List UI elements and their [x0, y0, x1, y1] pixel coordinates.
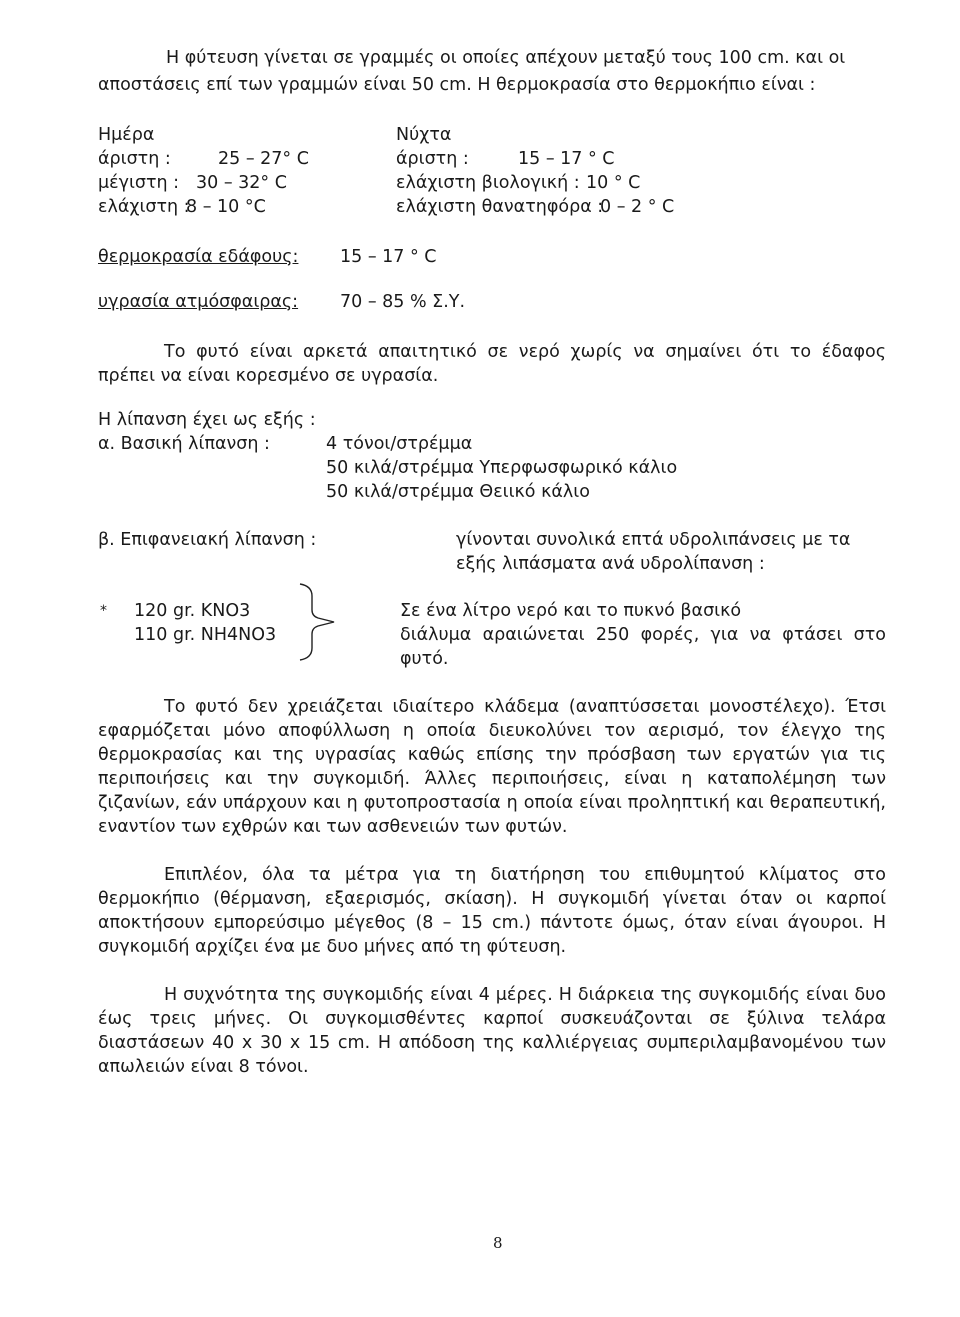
day-max-value: 30 – 32° C	[196, 173, 287, 193]
humidity-label: υγρασία ατμόσφαιρας:	[98, 292, 299, 312]
night-optimal-label: άριστη :	[396, 149, 469, 169]
page-number: 8	[493, 1234, 503, 1252]
night-lethal-label: ελάχιστη θανατηφόρα :	[396, 197, 604, 217]
day-heading: Ημέρα	[98, 125, 155, 145]
mix-note-line-1: Σε ένα λίτρο νερό και το πυκνό βασικό	[400, 601, 742, 621]
day-max-label: μέγιστη :	[98, 173, 180, 193]
fertilization-intro: Η λίπανση έχει ως εξής :	[98, 410, 316, 430]
bullet-star: *	[100, 603, 107, 619]
night-bio-min-label: ελάχιστη βιολογική :	[396, 173, 580, 193]
soil-temp-label: θερμοκρασία εδάφους:	[98, 247, 299, 267]
mix-item-nh4no3: 110 gr. NH4NO3	[134, 625, 277, 645]
surface-fertilization-label: β. Επιφανειακή λίπανση :	[98, 530, 317, 550]
soil-temp-value: 15 – 17 ° C	[340, 247, 437, 267]
pruning-paragraph: Το φυτό δεν χρειάζεται ιδιαίτερο κλάδεμα (αναπτύσσεται μονοστέλεχο). Έτσι εφαρμόζεται μόνο αποφύλλωση η οποία διευκολύνει τον αερισμό, τον έλεγχο της θερμοκρασίας και της υγρασίας καθώς επίσης την πρόσβαση των εργατών για τις περιποιήσεις και την συγκομιδή. Άλλες περιποιήσεις, είναι η καταπολέμηση των ζιζανίων, εάν υπάρχουν και η φυτοπροστασία η οποία είναι προληπτική και θεραπευτική, εναντίον των εχθρών και των ασθενειών των φυτών.	[98, 697, 886, 837]
curly-brace-icon	[294, 582, 338, 662]
harvest-paragraph: Η συχνότητα της συγκομιδής είναι 4 μέρες. Η διάρκεια της συγκομιδής είναι δυο έως τρεις μήνες. Οι συγκομισθέντες καρποί συσκευάζονται σε ξύλινα τελάρα διαστάσεων 40 x 30 x 15 cm. Η απόδοση της καλλιέργειας συμπεριλαμβανομένου των απωλειών είναι 8 τόνοι.	[98, 985, 886, 1077]
night-bio-min-value: 10 ° C	[586, 173, 641, 193]
day-optimal-label: άριστη :	[98, 149, 171, 169]
intro-line-2: αποστάσεις επί των γραμμών είναι 50 cm. Η θερμοκρασία στο θερμοκήπιο είναι :	[98, 75, 816, 95]
intro-line-1: Η φύτευση γίνεται σε γραμμές οι οποίες απέχουν μεταξύ τους 100 cm. και οι	[166, 48, 846, 68]
mix-item-kno3: 120 gr. KNO3	[134, 601, 251, 621]
day-optimal-value: 25 – 27° C	[218, 149, 309, 169]
surface-desc-line-1: γίνονται συνολικά επτά υδρολιπάνσεις με τα	[456, 530, 851, 550]
night-lethal-value: 0 – 2 ° C	[600, 197, 675, 217]
basic-item-2: 50 κιλά/στρέμμα Υπερφωσφωρικό κάλιο	[326, 458, 678, 478]
night-heading: Νύχτα	[396, 125, 452, 145]
surface-desc-line-2: εξής λιπάσματα ανά υδρολίπανση :	[456, 554, 765, 574]
basic-item-1: 4 τόνοι/στρέμμα	[326, 434, 473, 454]
day-min-value: 8 – 10 °C	[186, 197, 266, 217]
day-min-label: ελάχιστη :	[98, 197, 190, 217]
water-paragraph: Το φυτό είναι αρκετά απαιτητικό σε νερό χωρίς να σημαίνει ότι το έδαφος πρέπει να είναι κορεσμένο σε υγρασία.	[98, 342, 886, 386]
mix-note-line-2: διάλυμα αραιώνεται 250 φορές, για να φτάσει στο	[400, 625, 886, 645]
climate-paragraph: Επιπλέον, όλα τα μέτρα για τη διατήρηση του επιθυμητού κλίματος στο θερμοκήπιο (θέρμανση, εξαερισμός, σκίαση). Η συγκομιδή γίνεται όταν οι καρποί αποκτήσουν εμπορεύσιμο μέγεθος (8 – 15 cm.) πάντοτε όμως, όταν είναι άγουροι. Η συγκομιδή αρχίζει ένα με δυο μήνες από τη φύτευση.	[98, 865, 886, 957]
night-optimal-value: 15 – 17 ° C	[518, 149, 615, 169]
basic-fertilization-label: α. Βασική λίπανση :	[98, 434, 270, 454]
basic-item-3: 50 κιλά/στρέμμα Θειικό κάλιο	[326, 482, 590, 502]
humidity-value: 70 – 85 % Σ.Υ.	[340, 292, 466, 312]
mix-note-line-3: φυτό.	[400, 649, 449, 669]
